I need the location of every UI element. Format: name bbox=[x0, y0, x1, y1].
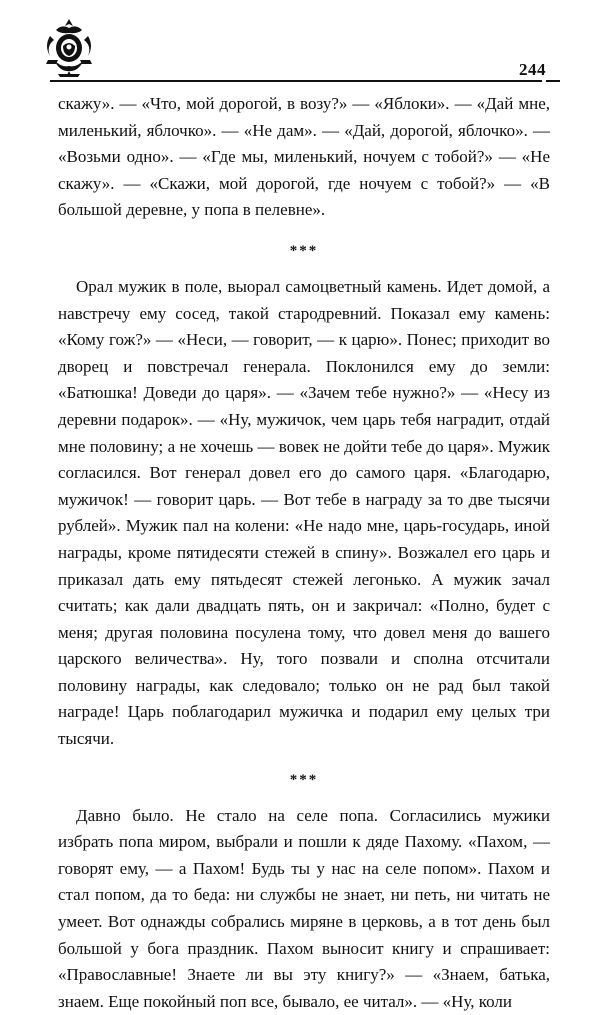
paragraph-3: Давно было. Не стало на селе попа. Согласились мужики избрать попа миром, выбрали и пошли к дяде Пахому. «Пахом, — говорят ему, — а Пахом! Будь ты у нас на селе попом». Пахом и стал попом, да то беда: ни службы не знает, ни петь, ни читать не умеет. Вот однажды собрались миряне в церковь, а в тот день был большой у бога праздник. Пахом выносит книгу и спрашивает: «Православные! Знаете ли вы эту книгу?» — «Знаем, батька, знаем. Еще покойный поп все, бывало, ее читал». — «Ну, коли bbox=[58, 805, 550, 1011]
section-separator-2: *** bbox=[289, 771, 319, 788]
page-number: 244 bbox=[519, 60, 546, 79]
header-rule-end bbox=[546, 80, 560, 82]
ornamental-crest-icon bbox=[38, 16, 100, 78]
header-rule bbox=[50, 80, 542, 82]
page-body bbox=[58, 91, 550, 1015]
section-separator-1: *** bbox=[289, 242, 319, 259]
paragraph-1: скажу». — «Что, мой дорогой, в возу?» — «Яблоки». — «Дай мне, миленький, яблочко». — «Не дам». — «Дай, дорогой, яблочко». — «Возьми одно». — «Где мы, миленький, ночуем с тобой?» — «Не скажу». — «Скажи, мой дорогой, где ночуем с тобой?» — «В большой деревне, у попа в пелевне». bbox=[58, 94, 550, 220]
paragraph-2: Орал мужик в поле, выорал самоцветный камень. Идет домой, а навстречу ему сосед, такой стародревний. Показал ему камень: «Кому гож?» — «Неси, — говорит, — к царю». Понес; приходит во дворец и повстречал генерала. Поклонился ему до земли: «Батюшка! Доведи до царя». — «Зачем тебе нужно?» — «Несу из деревни подарок». — «Ну, мужичок, чем царь тебя наградит, отдай мне половину; а не хочешь — вовек не дойти тебе до царя». Мужик согласился. Вот генерал довел его до самого царя. «Благодарю, мужичок! — говорит царь. — Вот тебе в награду за то две тысячи рублей». Мужик пал на колени: «Не надо мне, царь-государь, иной награды, кроме пятидесяти стежей в спину». Возжалел его царь и приказал дать ему пятьдесят стежей легонько. А мужик зачал считать; как дали двадцать пять, он и закричал: «Полно, будет с меня; другая половина посулена тому, что довел меня до вашего царского величества». Ну, того позвали и сполна отсчитали половину награды, как следовало; только он не рад был такой награде! Царь поблагодарил мужичка и подарил ему целых три тысячи. bbox=[58, 276, 550, 749]
